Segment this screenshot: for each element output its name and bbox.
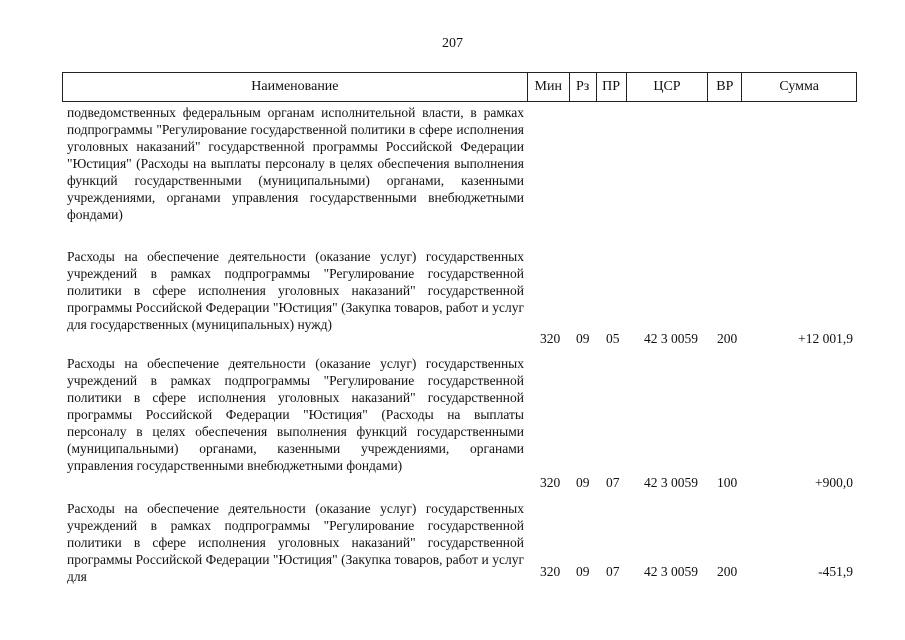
column-header-name: Наименование [63, 73, 528, 101]
cell-vr: 200 [717, 564, 738, 579]
cell-sum: -451,9 [818, 564, 853, 579]
table-row [528, 563, 853, 580]
table-row-text: подведомственных федеральным органам исполнительной власти, в рамках подпрограммы "Регулирование государственной политики в сфере исполнения уголовных наказаний" государственной программы Российской Федерации "Юстиция" (Расходы на выплаты персоналу в целях обеспечения выполнения функций государственными (муниципальными) органами, казенными учреждениями, органами управления государственными внебюджетными фондами) [67, 105, 524, 222]
cell-vr: 100 [717, 475, 738, 490]
column-header-vr: ВР [708, 73, 742, 101]
column-header-rz: Рз [570, 73, 597, 101]
cell-rz: 09 [576, 564, 590, 579]
table-row [528, 474, 853, 491]
cell-vr: 200 [717, 331, 738, 346]
table-row-text: Расходы на обеспечение деятельности (оказание услуг) государственных учреждений в рамках подпрограммы "Регулирование государственной политики в сфере исполнения уголовных наказаний" государственной программы Российской Федерации "Юстиция" (Расходы на выплаты персоналу в целях обеспечения выполнения функций государственными (муниципальными) органами, казенными учреждениями, органами управления государственными внебюджетными фондами) [67, 356, 524, 473]
cell-pr: 07 [606, 475, 620, 490]
cell-csr: 42 3 0059 [644, 564, 698, 579]
cell-sum: +12 001,9 [798, 331, 853, 346]
cell-pr: 05 [606, 331, 620, 346]
cell-min: 320 [540, 331, 561, 346]
cell-rz: 09 [576, 331, 590, 346]
cell-rz: 09 [576, 475, 590, 490]
cell-csr: 42 3 0059 [644, 331, 698, 346]
column-header-pr: ПР [597, 73, 627, 101]
table-row [528, 330, 853, 347]
table-header [62, 72, 857, 102]
cell-sum: +900,0 [815, 475, 853, 490]
page-number: 207 [442, 36, 463, 51]
table-row-text: Расходы на обеспечение деятельности (оказание услуг) государственных учреждений в рамках подпрограммы "Регулирование государственной политики в сфере исполнения уголовных наказаний" государственной программы Российской Федерации "Юстиция" (Закупка товаров, работ и услуг для государственных (муниципальных) нужд) [67, 249, 524, 332]
table-row-text: Расходы на обеспечение деятельности (оказание услуг) государственных учреждений в рамках подпрограммы "Регулирование государственной политики в сфере исполнения уголовных наказаний" государственной программы Российской Федерации "Юстиция" (Закупка товаров, работ и услуг для [67, 501, 524, 584]
column-header-csr: ЦСР [627, 73, 709, 101]
column-header-sum: Сумма [779, 79, 819, 94]
cell-min: 320 [540, 475, 561, 490]
cell-csr: 42 3 0059 [644, 475, 698, 490]
cell-min: 320 [540, 564, 561, 579]
column-header-min: Мин [528, 73, 570, 101]
cell-pr: 07 [606, 564, 620, 579]
